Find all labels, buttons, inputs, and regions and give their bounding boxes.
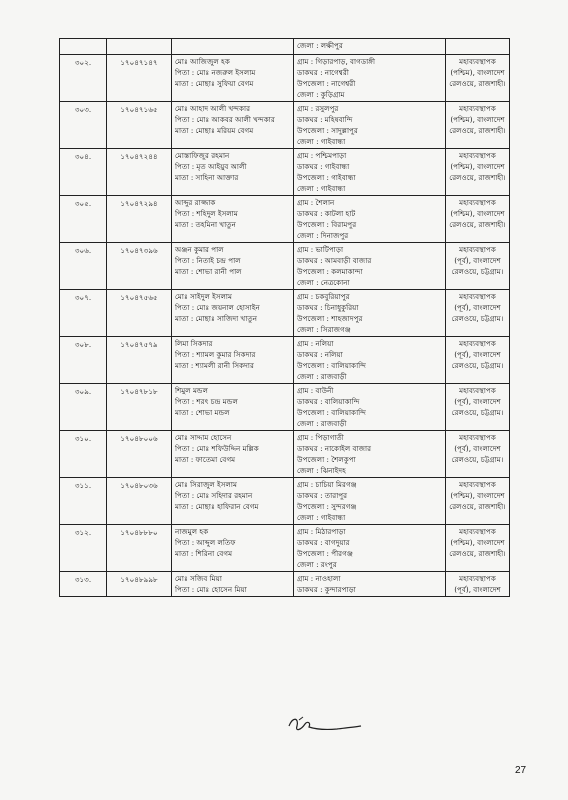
cell-posting-p3: রেলওয়ে, রাজশাহী। (449, 549, 506, 558)
cell-address (294, 478, 446, 525)
cell-address-a1: গ্রাম : পশ্চিমপাড়া (297, 151, 347, 160)
table-row (60, 196, 510, 243)
cell-serial (60, 525, 107, 572)
cell-name-father: পিতা : আব্দুল লতিফ (175, 538, 236, 547)
cell-roll (107, 337, 172, 384)
cell-name-name: মোঃ সিরাজুল ইসলাম (175, 480, 237, 489)
cell-posting-p1: মহাব্যবস্থাপক (459, 151, 496, 160)
cell-posting (446, 196, 510, 243)
cell-name-father: পিতা : মোঃ শফিউদ্দিন মল্লিক (175, 444, 259, 453)
cell-name-father: পিতা : শহিদুল ইসলাম (175, 209, 238, 218)
cell-address-a4: জেলা : রাজবাড়ী (297, 419, 347, 428)
cell-name-mother: মাতা : শোভা মন্ডল (175, 408, 230, 417)
cell-address-a3: উপজেলা : নাগেশ্বরী (297, 79, 356, 88)
signature-icon (285, 712, 365, 738)
cell-serial-serial: ৩০২. (74, 58, 92, 67)
cell-address-a4: জেলা : নেত্রকোনা (297, 278, 350, 287)
cell-roll-roll: ১৭০৪৭১৪৭ (120, 58, 158, 67)
cell-address-a3: উপজেলা : পীরগঞ্জ (297, 549, 353, 558)
cell-serial (60, 478, 107, 525)
cell-address-a2: ডাকঘর : আমবাড়ী বাজার (297, 256, 372, 265)
cell-name-name: শিমুল মন্ডল (175, 386, 209, 395)
cell-address (294, 243, 446, 290)
cell-roll-roll: ১৭০৪৮৮৮০ (120, 528, 158, 537)
cell-posting-p1: মহাব্যবস্থাপক (459, 245, 496, 254)
cell-address (294, 384, 446, 431)
cell-posting-p2: (পূর্ব), বাংলাদেশ (454, 397, 501, 406)
cell-address-a1: গ্রাম : রসুলপুর (297, 104, 339, 113)
cell-address (294, 102, 446, 149)
cell-name (172, 431, 294, 478)
cell-roll-roll: ১৭০৪৭২৯৪ (120, 199, 158, 208)
cell-posting-p3: রেলওয়ে, চট্টগ্রাম। (451, 267, 504, 276)
cell-posting-p1: মহাব্যবস্থাপক (459, 386, 496, 395)
cell-name (172, 39, 294, 55)
cell-name-name: মোঃ সজিব মিয়া (175, 574, 222, 583)
cell-address-a4: জেলা : গাইবান্ধা (297, 184, 346, 193)
cell-roll (107, 290, 172, 337)
cell-posting-p3: রেলওয়ে, রাজশাহী। (449, 126, 506, 135)
cell-address-a4: জেলা : রাজবাড়ী (297, 372, 347, 381)
table-row (60, 102, 510, 149)
cell-address-a2: ডাকঘর : বালিয়াকান্দি (297, 397, 360, 406)
candidate-table (59, 38, 510, 597)
cell-address-a2: ডাকঘর : নাগেশ্বরী (297, 68, 349, 77)
cell-name-mother: মাতা : মোছাঃ মরিয়ম বেগম (175, 126, 254, 135)
table-row (60, 384, 510, 431)
cell-roll-roll: ১৭০৪৮৯৯৮ (120, 575, 158, 584)
cell-roll (107, 102, 172, 149)
cell-roll (107, 55, 172, 102)
cell-address-a3: উপজেলা : সাদুল্লাপুর (297, 126, 358, 135)
cell-posting (446, 431, 510, 478)
cell-posting-p2: (পূর্ব), বাংলাদেশ (454, 350, 501, 359)
table-row (60, 525, 510, 572)
cell-serial (60, 290, 107, 337)
cell-roll (107, 525, 172, 572)
cell-address-a4: জেলা : দিনাজপুর (297, 231, 349, 240)
cell-address-a2: ডাকঘর : নলিয়া (297, 350, 343, 359)
cell-address-a4: জেলা : সিরাজগঞ্জ (297, 325, 351, 334)
cell-serial (60, 243, 107, 290)
cell-posting (446, 572, 510, 597)
cell-posting (446, 243, 510, 290)
table-row (60, 243, 510, 290)
cell-address-a3: উপজেলা : বালিয়াকান্দি (297, 361, 366, 370)
cell-posting-p2: (পূর্ব), বাংলাদেশ (454, 256, 501, 265)
cell-name-name: মোঃ আহাদ আলী খন্দকার (175, 104, 251, 113)
cell-name (172, 572, 294, 597)
cell-address-a1: গ্রাম : বাউনী (297, 386, 334, 395)
cell-name-father: পিতা : শরৎ চন্দ্র মন্ডল (175, 397, 238, 406)
cell-posting-p3: রেলওয়ে, রাজশাহী। (449, 79, 506, 88)
cell-name (172, 196, 294, 243)
cell-address-a3: উপজেলা : শৈলকুপা (297, 455, 356, 464)
cell-name-father: পিতা : মোঃ সহিদার রহমান (175, 491, 253, 500)
cell-address-a3: উপজেলা : শাহজাদপুর (297, 314, 363, 323)
cell-name (172, 55, 294, 102)
cell-serial (60, 39, 107, 55)
cell-posting-p2: (পশ্চিম), বাংলাদেশ (450, 491, 505, 500)
cell-posting-p1: মহাব্যবস্থাপক (459, 104, 496, 113)
table-row (60, 290, 510, 337)
cell-name-father: পিতা : মোঃ হোসেন মিয়া (175, 585, 247, 594)
cell-name-father: পিতা : শ্যামল কুমার সিকদার (175, 350, 256, 359)
table-row (60, 337, 510, 384)
cell-name-name: আব্দুর রাজ্জাক (175, 198, 216, 207)
cell-address-a2: ডাকঘর : কাটলা হাট (297, 209, 356, 218)
cell-address-a2: ডাকঘর : মহিষবান্দি (297, 115, 353, 124)
district-text: জেলা : লক্ষীপুর (297, 41, 343, 50)
cell-roll (107, 384, 172, 431)
cell-name-mother: মাতা : তহমিনা খাতুন (175, 220, 236, 229)
cell-roll (107, 572, 172, 597)
cell-roll-roll: ১৭০৪৭৩৯৬ (120, 246, 158, 255)
cell-posting-p3: রেলওয়ে, চট্টগ্রাম। (451, 455, 504, 464)
cell-posting-p1: মহাব্যবস্থাপক (459, 339, 496, 348)
cell-serial-serial: ৩০৯. (74, 387, 92, 396)
cell-address-a1: গ্রাম : চাচিয়া মিরগঞ্জ (297, 480, 357, 489)
cell-posting-p2: (পূর্ব), বাংলাদেশ (454, 303, 501, 312)
cell-serial-serial: ৩১২. (74, 528, 92, 537)
cell-roll-roll: ১৭০৪৭১৬৫ (120, 105, 158, 114)
cell-address (294, 55, 446, 102)
cell-address-a1: গ্রাম : নলিয়া (297, 339, 334, 348)
cell-name-father: পিতা : মৃত আইয়ুব আলী (175, 162, 247, 171)
cell-name-father: পিতা : মোঃ জয়নাল হোসাইন (175, 303, 260, 312)
cell-posting (446, 55, 510, 102)
cell-address-a2: ডাকঘর : নাকোইল বাজার (297, 444, 372, 453)
cell-address-a2: ডাকঘর : বাগদুয়ার (297, 538, 350, 547)
cell-name-name: মোঃ সাইদুল ইসলাম (175, 292, 233, 301)
cell-posting-p1: মহাব্যবস্থাপক (459, 292, 496, 301)
cell-roll (107, 149, 172, 196)
cell-roll (107, 39, 172, 55)
cell-name-name: মোস্তাফিজুর রহমান (175, 151, 230, 160)
cell-address (294, 572, 446, 597)
cell-posting (446, 525, 510, 572)
cell-posting (446, 102, 510, 149)
cell-serial (60, 102, 107, 149)
cell-address-a3: উপজেলা : গাইবান্ধা (297, 173, 356, 182)
cell-serial-serial: ৩০৮. (74, 340, 92, 349)
cell-serial-serial: ৩০৭. (74, 293, 92, 302)
cell-address-a1: গ্রাম : পিড়াগাতী (297, 433, 344, 442)
cell-posting (446, 478, 510, 525)
cell-posting-p1: মহাব্যবস্থাপক (459, 57, 496, 66)
cell-name-mother: মাতা : মোছাঃ হাফিরান বেগম (175, 502, 259, 511)
cell-posting-p2: (পূর্ব), বাংলাদেশ (454, 444, 501, 453)
cell-address (294, 196, 446, 243)
cell-serial-serial: ৩১০. (74, 434, 92, 443)
cell-posting-p2: (পূর্ব), বাংলাদেশ (454, 585, 501, 594)
cell-name-name: অঞ্জন কুমার পাল (175, 245, 224, 254)
cell-address-a1: গ্রাম : মিঠারপাড়া (297, 527, 346, 536)
cell-address-a4: জেলা : ঝিনাইদহ (297, 466, 346, 475)
cell-address-a3: উপজেলা : বিরামপুর (297, 220, 357, 229)
cell-posting (446, 149, 510, 196)
cell-posting-p3: রেলওয়ে, চট্টগ্রাম। (451, 408, 504, 417)
cell-posting (446, 337, 510, 384)
cell-posting-p1: মহাব্যবস্থাপক (459, 433, 496, 442)
cell-posting-p1: মহাব্যবস্থাপক (459, 574, 496, 583)
cell-posting-p2: (পশ্চিম), বাংলাদেশ (450, 115, 505, 124)
cell-roll-roll: ১৭০৪৭৫৬৫ (120, 293, 158, 302)
cell-address (294, 337, 446, 384)
cell-address-a3: উপজেলা : কলমাকান্দা (297, 267, 363, 276)
cell-serial-serial: ৩০৬. (74, 246, 92, 255)
cell-serial (60, 55, 107, 102)
cell-posting-p2: (পশ্চিম), বাংলাদেশ (450, 162, 505, 171)
cell-serial-serial: ৩০৪. (74, 152, 92, 161)
cell-name (172, 525, 294, 572)
cell-posting-p1: মহাব্যবস্থাপক (459, 480, 496, 489)
cell-name-mother: মাতা : মোছাঃ সুফিয়া বেগম (175, 79, 254, 88)
cell-name-name: মোঃ সাদ্দাম হোসেন (175, 433, 232, 442)
cell-name (172, 290, 294, 337)
cell-posting-p3: রেলওয়ে, রাজশাহী। (449, 173, 506, 182)
cell-serial (60, 196, 107, 243)
table-row (60, 431, 510, 478)
cell-serial (60, 384, 107, 431)
cell-roll-roll: ১৭০৪৭৫৭৯ (120, 340, 158, 349)
cell-serial (60, 572, 107, 597)
cell-address-a2: ডাকঘর : তারাপুর (297, 491, 348, 500)
cell-name-mother: মাতা : শিরিনা বেগম (175, 549, 233, 558)
cell-address (294, 431, 446, 478)
cell-address-a1: গ্রাম : নাওহালা (297, 574, 341, 583)
cell-roll-roll: ১৭০৪৮০৩৬ (120, 481, 158, 490)
cell-serial (60, 337, 107, 384)
cell-roll-roll: ১৭০৪৭২৪৪ (120, 152, 158, 161)
table-row-continuation (60, 39, 510, 55)
cell-name-mother: মাতা : সাহিনা আক্তার (175, 173, 239, 182)
page-number: 27 (515, 765, 527, 776)
cell-address-a1: গ্রাম : গিড়ারপাড়, বাগডাঙ্গী (297, 57, 376, 66)
cell-address-a1: গ্রাম : শৈলান (297, 198, 335, 207)
table-row (60, 55, 510, 102)
cell-name-name: লিমা সিকদার (175, 339, 213, 348)
cell-serial-serial: ৩০৩. (74, 105, 92, 114)
cell-posting-p3: রেলওয়ে, চট্টগ্রাম। (451, 314, 504, 323)
cell-posting-p2: (পশ্চিম), বাংলাদেশ (450, 209, 505, 218)
cell-address-a2: ডাকঘর : কুন্দারপাড়া (297, 585, 356, 594)
cell-roll-roll: ১৭০৪৮০০৬ (120, 434, 158, 443)
cell-name-mother: মাতা : ফাতেমা বেগম (175, 455, 236, 464)
cell-name (172, 384, 294, 431)
cell-address-a4: জেলা : রংপুর (297, 560, 337, 569)
cell-name (172, 149, 294, 196)
cell-serial (60, 431, 107, 478)
cell-address (294, 525, 446, 572)
cell-address-a3: উপজেলা : বালিয়াকান্দি (297, 408, 366, 417)
cell-roll-roll: ১৭০৪৭৮১৮ (120, 387, 158, 396)
cell-address-a2: ডাকঘর : গাইবান্ধা (297, 162, 350, 171)
cell-address-a3: উপজেলা : সুন্দরগঞ্জ (297, 502, 357, 511)
cell-name-name: মোঃ আজিজুল হক (175, 57, 230, 66)
cell-name (172, 337, 294, 384)
table-row (60, 572, 510, 597)
cell-serial-serial: ৩১৩. (74, 575, 92, 584)
cell-name-father: পিতা : মোঃ আকবর আলী খন্দকার (175, 115, 275, 124)
cell-address (294, 39, 446, 55)
cell-address-a4: জেলা : গাইবান্ধা (297, 137, 346, 146)
cell-serial (60, 149, 107, 196)
cell-roll (107, 478, 172, 525)
cell-posting-p1: মহাব্যবস্থাপক (459, 527, 496, 536)
cell-roll (107, 431, 172, 478)
cell-address-a2: ডাকঘর : চিনাধুকুরিয়া (297, 303, 359, 312)
cell-posting-p1: মহাব্যবস্থাপক (459, 198, 496, 207)
cell-serial-serial: ৩০৫. (74, 199, 92, 208)
cell-posting-p3: রেলওয়ে, রাজশাহী। (449, 220, 506, 229)
cell-posting-p2: (পশ্চিম), বাংলাদেশ (450, 68, 505, 77)
cell-address-a4: জেলা : কুড়িগ্রাম (297, 90, 345, 99)
cell-address-a4: জেলা : গাইবান্ধা (297, 513, 346, 522)
cell-roll (107, 243, 172, 290)
cell-name-father: পিতা : মোঃ নজরুল ইসলাম (175, 68, 256, 77)
cell-roll (107, 196, 172, 243)
cell-name (172, 102, 294, 149)
cell-name-mother: মাতা : মোছাঃ সাজিদা খাতুন (175, 314, 258, 323)
cell-name (172, 478, 294, 525)
cell-name (172, 243, 294, 290)
cell-posting-p3: রেলওয়ে, চট্টগ্রাম। (451, 361, 504, 370)
cell-address-a1: গ্রাম : চকবুরিয়াপুর (297, 292, 350, 301)
cell-posting-p3: রেলওয়ে, রাজশাহী। (449, 502, 506, 511)
cell-posting-p2: (পশ্চিম), বাংলাদেশ (450, 538, 505, 547)
cell-address-a1: গ্রাম : ভাটিপাড়া (297, 245, 344, 254)
table-row (60, 149, 510, 196)
table-row (60, 478, 510, 525)
cell-address (294, 149, 446, 196)
cell-name-mother: মাতা : শ্যামলী রানী সিকদার (175, 361, 254, 370)
cell-address (294, 290, 446, 337)
cell-name-mother: মাতা : শোভা রানী পাল (175, 267, 242, 276)
cell-posting (446, 290, 510, 337)
cell-posting (446, 384, 510, 431)
cell-name-name: নাজমুল হক (175, 527, 209, 536)
cell-serial-serial: ৩১১. (74, 481, 92, 490)
table-body (60, 39, 510, 597)
cell-posting (446, 39, 510, 55)
cell-name-father: পিতা : নিতাই চন্দ্র পাল (175, 256, 241, 265)
